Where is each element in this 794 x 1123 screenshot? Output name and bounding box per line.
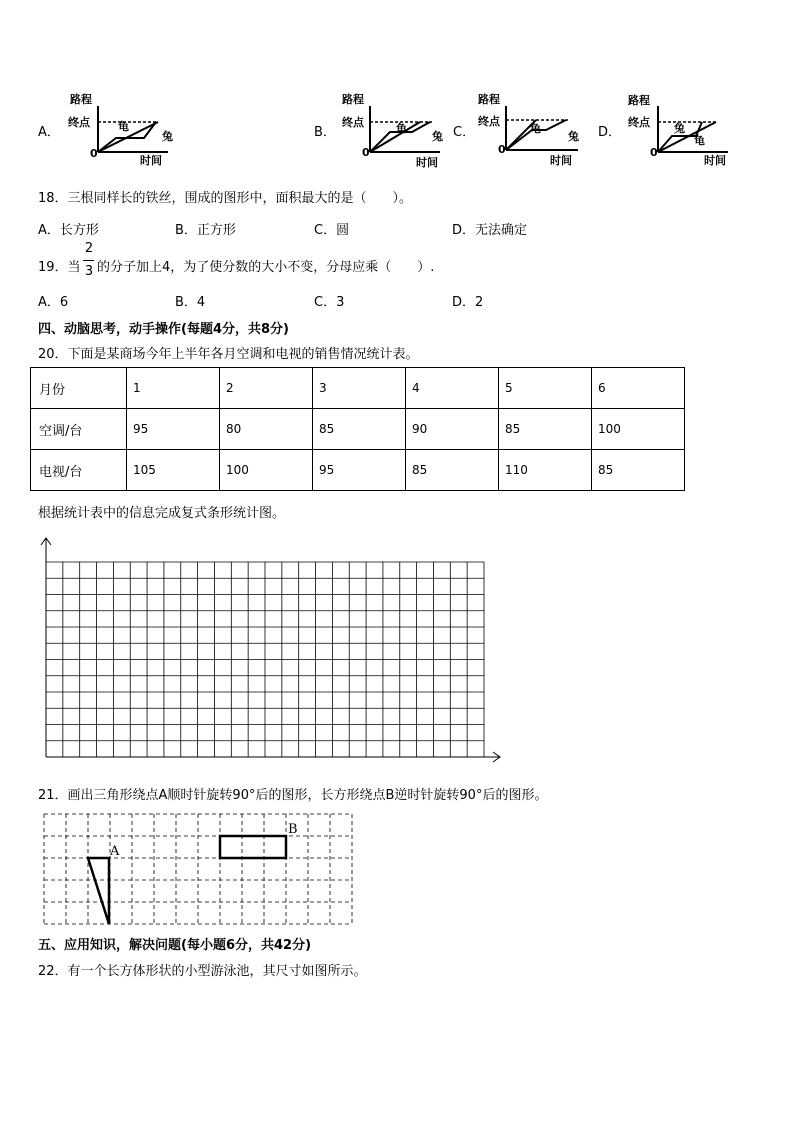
- triangle-shape: [88, 858, 109, 924]
- q19-fraction-bar: [83, 260, 94, 261]
- q19-option-b: B．4: [175, 295, 206, 310]
- y-axis-label: 路程: [342, 93, 364, 106]
- table-row: [31, 409, 685, 450]
- x-axis-label: 时间: [550, 154, 572, 167]
- q19-prefix: 19．当: [38, 260, 81, 275]
- q19-option-a: A．6: [38, 295, 69, 310]
- tortoise-label: 龟: [396, 122, 407, 135]
- option-d-graph: [616, 88, 740, 170]
- q21-text: 21．画出三角形绕点A顺时针旋转90°后的图形，长方形绕点B逆时针旋转90°后的图形。: [38, 788, 548, 803]
- table-cell: 100: [592, 409, 685, 450]
- option-d-letter: D．: [598, 125, 622, 140]
- q18-option-c: C．圆: [314, 223, 350, 238]
- table-cell: 85: [499, 409, 592, 450]
- table-cell: 2: [220, 368, 313, 409]
- rabbit-label: 兔: [674, 122, 685, 135]
- finish-label: 终点: [68, 116, 90, 129]
- rabbit-label: 兔: [162, 130, 173, 143]
- table-cell: 100: [220, 450, 313, 491]
- bar-chart-grid: [36, 536, 506, 764]
- section-4-heading: 四、动脑思考，动手操作(每题4分，共8分): [38, 322, 289, 337]
- table-cell: 85: [406, 450, 499, 491]
- point-b-label: B: [288, 822, 298, 837]
- origin-label: 0: [498, 143, 506, 156]
- table-cell: 月份: [31, 368, 127, 409]
- q22-text: 22．有一个长方体形状的小型游泳池，其尺寸如图所示。: [38, 964, 367, 979]
- finish-label: 终点: [478, 115, 500, 128]
- rectangle-shape: [220, 836, 286, 858]
- option-a-graph: [64, 88, 194, 168]
- x-axis-label: 时间: [704, 154, 726, 167]
- y-axis-label: 路程: [628, 94, 650, 107]
- q18-text: 18．三根同样长的铁丝，围成的图形中，面积最大的是（ ）。: [38, 191, 413, 206]
- table-row: [31, 368, 685, 409]
- table-cell: 85: [592, 450, 685, 491]
- y-axis-label: 路程: [70, 93, 92, 106]
- table-cell: 90: [406, 409, 499, 450]
- option-b-letter: B．: [314, 125, 336, 140]
- table-cell: 空调/台: [31, 409, 127, 450]
- table-row: [31, 450, 685, 491]
- table-cell: 3: [313, 368, 406, 409]
- q19-option-d: D．2: [452, 295, 484, 310]
- table-cell: 4: [406, 368, 499, 409]
- option-a-letter: A．: [38, 125, 60, 140]
- option-c-graph: [470, 88, 590, 168]
- finish-label: 终点: [628, 116, 650, 129]
- table-cell: 110: [499, 450, 592, 491]
- table-cell: 95: [127, 409, 220, 450]
- rabbit-label: 兔: [568, 130, 579, 143]
- rotation-grid: [40, 812, 360, 928]
- q18-option-a: A．长方形: [38, 223, 99, 238]
- table-cell: 105: [127, 450, 220, 491]
- finish-label: 终点: [342, 116, 364, 129]
- x-axis-label: 时间: [140, 154, 162, 167]
- rabbit-label: 兔: [432, 130, 443, 143]
- table-cell: 电视/台: [31, 450, 127, 491]
- origin-label: 0: [90, 147, 98, 160]
- q19-option-c: C．3: [314, 295, 345, 310]
- q20-instruction: 根据统计表中的信息完成复式条形统计图。: [38, 506, 286, 521]
- origin-label: 0: [362, 146, 370, 159]
- q18-option-b: B．正方形: [175, 223, 236, 238]
- option-c-letter: C．: [453, 125, 476, 140]
- y-axis-label: 路程: [478, 93, 500, 106]
- q20-text: 20．下面是某商场今年上半年各月空调和电视的销售情况统计表。: [38, 347, 419, 362]
- table-cell: 5: [499, 368, 592, 409]
- point-a-label: A: [110, 844, 120, 859]
- table-cell: 95: [313, 450, 406, 491]
- option-b-graph: [334, 88, 454, 168]
- sales-table: [30, 367, 685, 491]
- table-cell: 85: [313, 409, 406, 450]
- tortoise-label: 龟: [118, 120, 129, 133]
- q19-fraction-denominator: 3: [84, 264, 94, 279]
- table-cell: 80: [220, 409, 313, 450]
- tortoise-label: 龟: [694, 134, 705, 147]
- table-cell: 1: [127, 368, 220, 409]
- q19-fraction-numerator: 2: [84, 241, 94, 256]
- origin-label: 0: [650, 146, 658, 159]
- tortoise-label: 龟: [530, 122, 541, 135]
- q18-option-d: D．无法确定: [452, 223, 528, 238]
- section-5-heading: 五、应用知识，解决问题(每小题6分，共42分): [38, 938, 312, 953]
- q19-suffix: 的分子加上4，为了使分数的大小不变，分母应乘（ ）.: [97, 260, 435, 275]
- x-axis-label: 时间: [416, 156, 438, 168]
- table-cell: 6: [592, 368, 685, 409]
